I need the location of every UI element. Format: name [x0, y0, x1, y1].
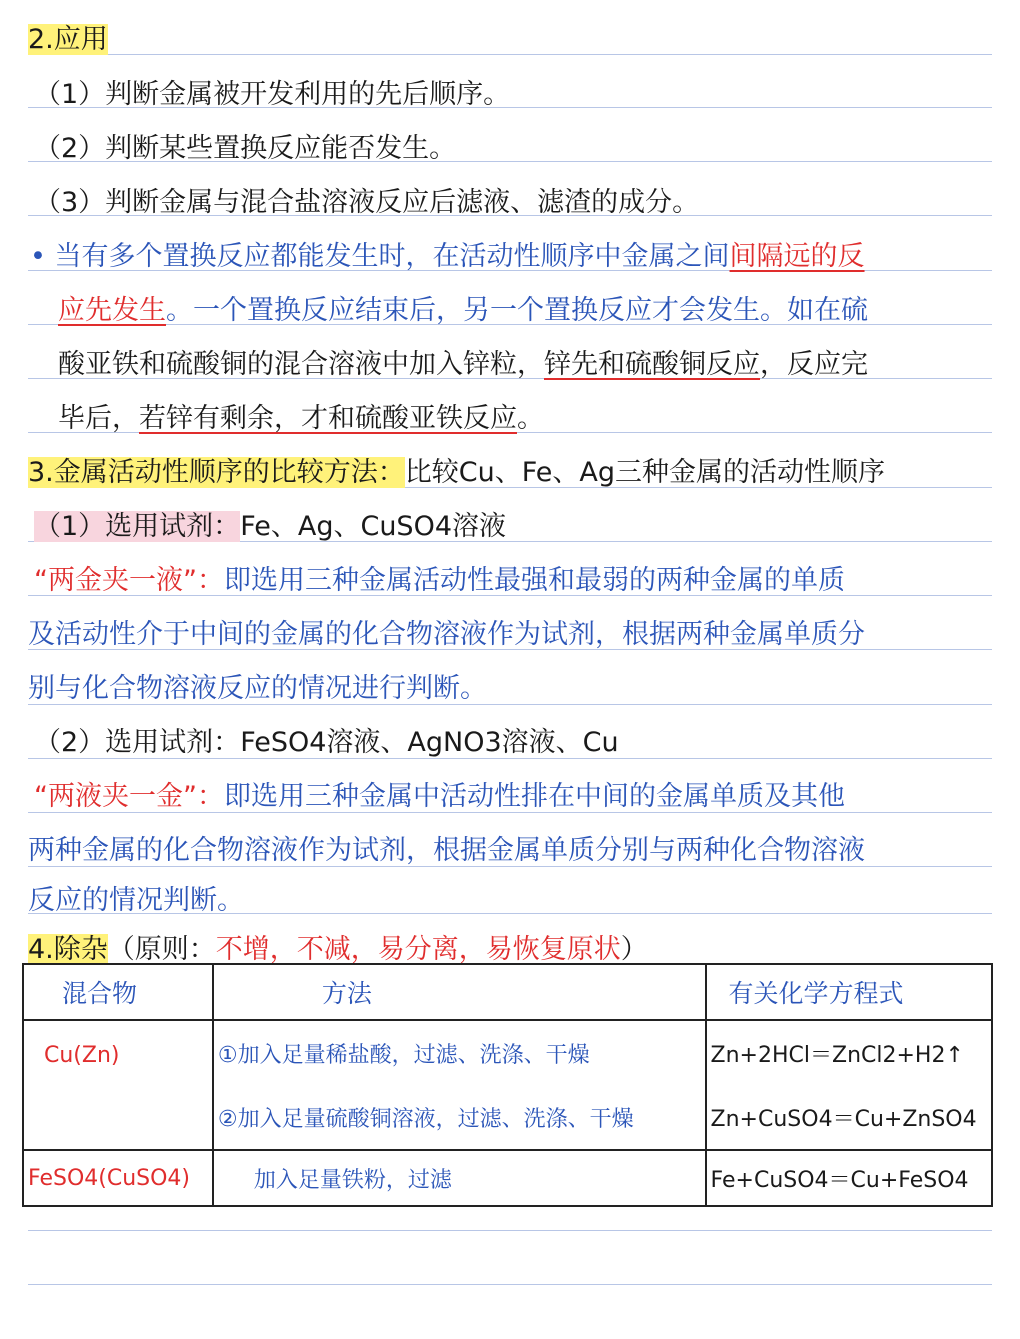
section-3-title: 3.金属活动性顺序的比较方法： — [28, 457, 405, 488]
ruled-line — [28, 54, 992, 55]
section-3-heading — [28, 455, 885, 491]
method-2-label: （2）选用试剂： — [34, 727, 241, 758]
note-text: 酸亚铁和硫酸铜的混合溶液中加入锌粒， — [58, 349, 544, 380]
method-2-desc-3: 反应的情况判断。 — [28, 885, 244, 916]
ruled-line — [28, 1230, 992, 1231]
table-cell-method: ①加入足量稀盐酸，过滤、洗涤、干燥 — [213, 1020, 706, 1085]
method-1-quote: “两金夹一液”： — [34, 565, 224, 596]
method-1 — [34, 509, 506, 545]
section-2-heading — [28, 22, 108, 58]
ruled-line — [28, 1284, 992, 1285]
table-row — [23, 1150, 992, 1206]
note-highlight: 间隔远的反 — [729, 241, 865, 272]
bullet-dot-icon: • — [30, 241, 46, 272]
section-4-title: 4.除杂 — [28, 934, 108, 965]
note-line-1 — [30, 239, 865, 275]
note-line-3 — [58, 347, 868, 383]
table-cell-method: 加入足量铁粉，过滤 — [213, 1150, 706, 1206]
note-highlight: 应先发生 — [58, 295, 166, 326]
method-1-desc-1 — [34, 563, 845, 599]
note-line-2 — [58, 293, 868, 329]
method-2-desc-1 — [34, 779, 845, 815]
table-header-cell: 方法 — [213, 964, 706, 1020]
table-header-cell: 混合物 — [23, 964, 213, 1020]
section-4-paren: ） — [620, 934, 648, 965]
method-1-value: Fe、Ag、CuSO4溶液 — [240, 511, 506, 542]
note-text: 当有多个置换反应都能发生时，在活动性顺序中金属之间 — [54, 241, 730, 272]
table-row — [23, 1020, 992, 1085]
table-cell-equation: Zn+CuSO4＝Cu+ZnSO4 — [706, 1085, 992, 1150]
method-1-desc-3: 别与化合物溶液反应的情况进行判断。 — [28, 673, 487, 704]
item-3: （3）判断金属与混合盐溶液反应后滤液、滤渣的成分。 — [34, 187, 700, 218]
note-text: 。一个置换反应结束后，另一个置换反应才会发生。如在硫 — [166, 295, 868, 326]
table-cell-mixture: FeSO4(CuSO4) — [23, 1150, 213, 1206]
method-2-desc-2: 两种金属的化合物溶液作为试剂，根据金属单质分别与两种化合物溶液 — [28, 835, 865, 866]
item-1: （1）判断金属被开发利用的先后顺序。 — [34, 79, 511, 110]
method-2-text: 即选用三种金属中活动性排在中间的金属单质及其他 — [223, 781, 845, 812]
method-1-text: 即选用三种金属活动性最强和最弱的两种金属的单质 — [223, 565, 845, 596]
note-text: 毕后， — [58, 403, 139, 434]
table-cell-mixture: Cu(Zn) — [23, 1020, 213, 1150]
item-2: （2）判断某些置换反应能否发生。 — [34, 133, 457, 164]
table-header-row — [23, 964, 992, 1020]
note-line-4 — [58, 401, 544, 437]
method-2-value: FeSO4溶液、AgNO3溶液、Cu — [240, 727, 619, 758]
method-1-label: （1）选用试剂： — [34, 511, 241, 542]
note-underlined: 锌先和硫酸铜反应 — [544, 349, 760, 380]
method-2-quote: “两液夹一金”： — [34, 781, 224, 812]
note-underlined: 若锌有剩余，才和硫酸亚铁反应 — [139, 403, 517, 434]
section-4-principle: 不增，不减，易分离，易恢复原状 — [215, 934, 621, 965]
method-2 — [34, 725, 619, 761]
section-3-subtitle: 比较Cu、Fe、Ag三种金属的活动性顺序 — [404, 457, 886, 488]
section-4-paren: （原则： — [107, 934, 216, 965]
method-1-desc-2: 及活动性介于中间的金属的化合物溶液作为试剂，根据两种金属单质分 — [28, 619, 865, 650]
table-cell-method: ②加入足量硫酸铜溶液，过滤、洗涤、干燥 — [213, 1085, 706, 1150]
table-header-cell: 有关化学方程式 — [706, 964, 992, 1020]
table-cell-equation: Zn+2HCl＝ZnCl2+H2↑ — [706, 1020, 992, 1085]
note-text: ，反应完 — [760, 349, 868, 380]
purification-table — [22, 963, 993, 1207]
note-text: 。 — [517, 403, 544, 434]
table-cell-equation: Fe+CuSO4＝Cu+FeSO4 — [706, 1150, 992, 1206]
section-2-title: 2.应用 — [28, 24, 108, 55]
